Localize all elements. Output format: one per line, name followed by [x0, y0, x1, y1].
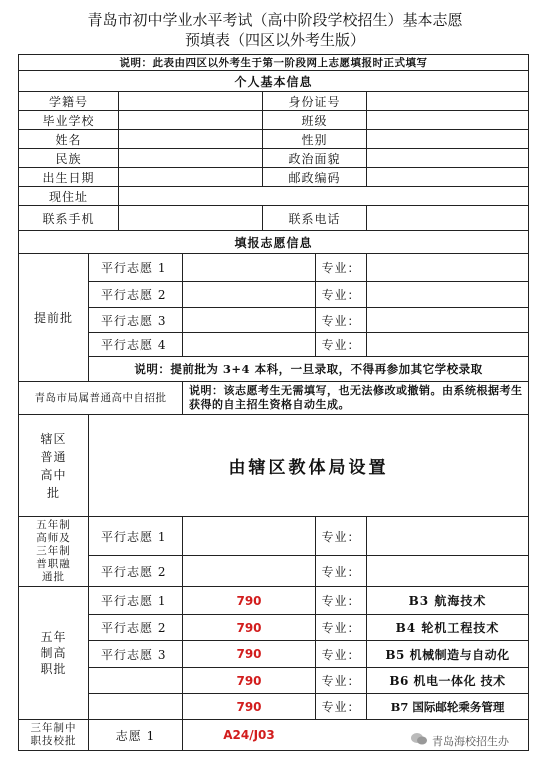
early-wish-4-field[interactable]	[183, 333, 315, 356]
teacher-wish-2-major-label: 专业：	[321, 564, 361, 579]
five-year-teacher-batch-label: 五年制高师及三年制普职融通批	[36, 519, 71, 583]
political-label: 政治面貌	[288, 151, 341, 166]
phone-label: 联系电话	[288, 211, 341, 226]
birth-field[interactable]	[119, 168, 262, 186]
postcode-field[interactable]	[367, 168, 528, 186]
voc-wish-3-major-label: 专业：	[321, 647, 361, 662]
teacher-wish-2-major-field[interactable]	[367, 556, 528, 586]
voc-wish-5-major-label: 专业：	[321, 700, 361, 714]
watermark-text: 青岛海校招生办	[432, 734, 509, 748]
early-wish-4-label: 平行志愿 4	[101, 338, 167, 352]
early-wish-3-field[interactable]	[183, 308, 315, 332]
voc-wish-2-label: 平行志愿 2	[101, 621, 167, 635]
gender-field[interactable]	[367, 130, 528, 148]
teacher-wish-2-field[interactable]	[183, 556, 315, 586]
ethnicity-field[interactable]	[119, 149, 262, 167]
form-title-line2: 预填表（四区以外考生版）	[184, 31, 365, 49]
name-label: 姓名	[55, 132, 82, 147]
three-year-wish-label: 志愿 1	[115, 728, 156, 743]
early-batch-label: 提前批	[33, 311, 73, 325]
voc-wish-5-program[interactable]: B7 国际邮轮乘务管理	[390, 699, 505, 714]
three-year-wish-code[interactable]: A24/J03	[223, 728, 275, 742]
teacher-wish-1-major-field[interactable]	[367, 517, 528, 555]
address-label: 现住址	[48, 189, 88, 204]
gender-label: 性别	[301, 132, 328, 147]
voc-wish-3-label: 平行志愿 3	[101, 647, 167, 662]
three-year-batch-label: 三年制中职技校批	[30, 722, 77, 747]
personal-info-header: 个人基本信息	[234, 74, 313, 89]
voc-wish-5-code[interactable]: 790	[236, 699, 262, 714]
political-field[interactable]	[367, 149, 528, 167]
early-wish-3-major-label: 专业：	[321, 313, 361, 328]
phone-field[interactable]	[367, 206, 528, 230]
early-wish-2-major-label: 专业：	[321, 288, 361, 302]
note-top: 说明：此表由四区以外考生于第一阶段网上志愿填报时正式填写	[119, 57, 428, 69]
form-title-line1: 青岛市初中学业水平考试（高中阶段学校招生）基本志愿	[87, 11, 463, 29]
voc-wish-2-major-label: 专业：	[321, 621, 361, 635]
wechat-watermark	[410, 732, 509, 749]
early-wish-2-label: 平行志愿 2	[101, 288, 167, 302]
voc-wish-4-major-label: 专业：	[321, 674, 361, 688]
voc-wish-2-code[interactable]: 790	[236, 620, 262, 635]
early-wish-2-field[interactable]	[183, 282, 315, 307]
student-id-field[interactable]	[119, 92, 262, 110]
wechat-icon	[410, 732, 428, 749]
address-field[interactable]	[119, 187, 528, 205]
voc-wish-1-code[interactable]: 790	[236, 593, 262, 608]
district-batch-label: 辖区普通高中批	[40, 431, 67, 500]
voc-wish-5-label	[89, 694, 182, 719]
voc-wish-2-program[interactable]: B4 轮机工程技术	[395, 621, 500, 635]
school-field[interactable]	[119, 111, 262, 129]
teacher-wish-2-label: 平行志愿 2	[101, 564, 167, 579]
early-wish-3-major-field[interactable]	[367, 308, 528, 332]
id-card-label: 身份证号	[288, 94, 341, 109]
voc-wish-1-label: 平行志愿 1	[101, 594, 167, 608]
five-year-vocational-batch-label: 五年制高职批	[40, 630, 67, 676]
class-field[interactable]	[367, 111, 528, 129]
ethnicity-label: 民族	[55, 151, 82, 166]
early-wish-1-field[interactable]	[183, 254, 315, 281]
early-wish-2-major-field[interactable]	[367, 282, 528, 307]
voc-wish-3-program[interactable]: B5 机械制造与自动化	[385, 647, 510, 662]
district-batch-content: 由辖区教体局设置	[228, 458, 389, 478]
voc-wish-1-program[interactable]: B3 航海技术	[408, 594, 487, 608]
voc-wish-4-code[interactable]: 790	[236, 673, 262, 688]
teacher-wish-1-major-label: 专业：	[321, 529, 361, 544]
voc-wish-3-code[interactable]: 790	[236, 647, 262, 661]
teacher-wish-1-field[interactable]	[183, 517, 315, 555]
early-batch-note: 说明：提前批为 3+4 本科，一旦录取，不得再参加其它学校录取	[134, 362, 483, 376]
early-wish-3-label: 平行志愿 3	[101, 313, 167, 328]
voc-wish-4-label	[89, 668, 182, 693]
early-wish-4-major-label: 专业：	[321, 338, 361, 352]
voc-wish-1-major-label: 专业：	[321, 594, 361, 608]
mobile-field[interactable]	[119, 206, 262, 230]
voc-wish-4-program[interactable]: B6 机电一体化 技术	[389, 674, 506, 688]
early-wish-1-major-label: 专业：	[321, 261, 361, 275]
self-enroll-note: 说明：该志愿考生无需填写，也无法修改或撤销。由系统根据考生获得的自主招生资格自动生成。	[189, 384, 523, 411]
wish-info-header: 填报志愿信息	[234, 235, 313, 250]
id-card-field[interactable]	[367, 92, 528, 110]
postcode-label: 邮政编码	[288, 170, 341, 185]
early-wish-1-major-field[interactable]	[367, 254, 528, 281]
early-wish-1-label: 平行志愿 1	[101, 261, 167, 275]
class-label: 班级	[301, 113, 328, 128]
early-wish-4-major-field[interactable]	[367, 333, 528, 356]
self-enroll-batch-label: 青岛市局属普通高中自招批	[34, 392, 167, 404]
mobile-label: 联系手机	[42, 211, 95, 226]
name-field[interactable]	[119, 130, 262, 148]
birth-label: 出生日期	[42, 170, 95, 185]
school-label: 毕业学校	[42, 113, 95, 128]
teacher-wish-1-label: 平行志愿 1	[101, 529, 167, 544]
student-id-label: 学籍号	[48, 94, 88, 109]
